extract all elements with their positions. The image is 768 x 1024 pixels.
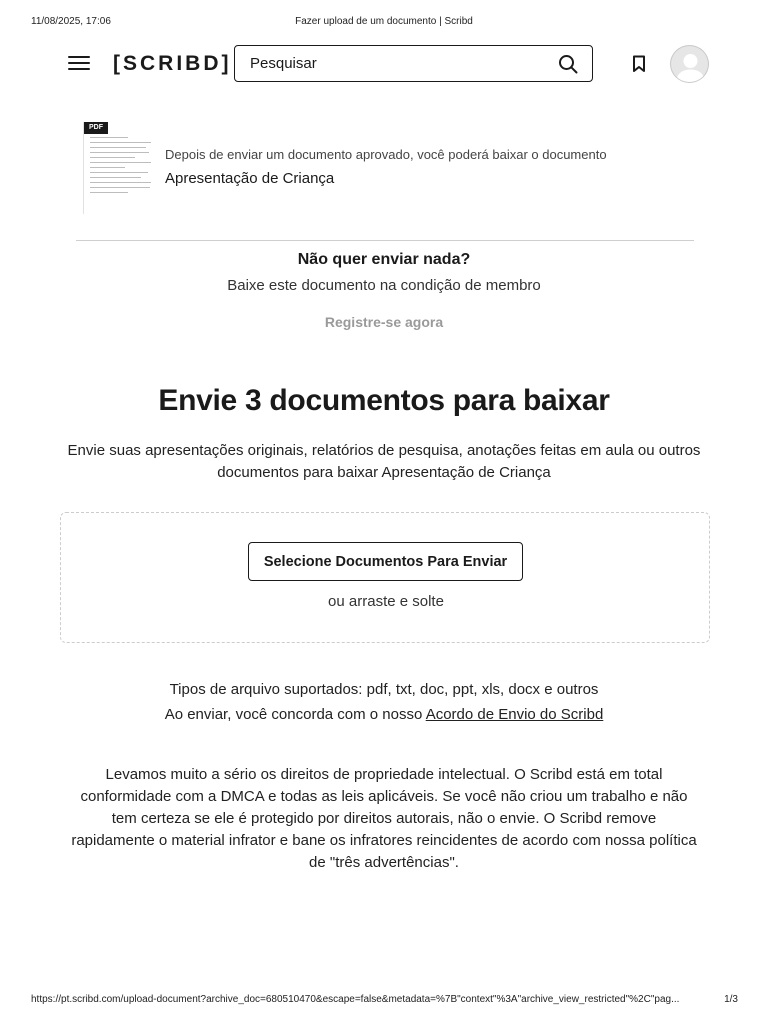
avatar[interactable] [670,45,709,83]
scribd-logo[interactable]: [SCRIBD] [113,52,232,75]
document-card [83,122,703,214]
no-upload-title: Não quer enviar nada? [297,251,471,268]
print-url: https://pt.scribd.com/upload-document?archive_doc=680510470&escape=false&metadata=%7B"context"%3A"archive_view_restricted"%2C"pag... [31,994,680,1005]
upload-agreement-link[interactable]: Acordo de Envio do Scribd [425,706,604,723]
copyright-notice: Levamos muito a sério os direitos de propriedade intelectual. O Scribd está em total conformidade com a DMCA e todas as leis aplicáveis. Se você não criou um trabalho e não tem certeza se ele é protegido por direitos autorais, não o envie. O Scribd remove rapidamente o material infrator e bane os infratores reincidentes de acordo com nossa política de "três advertências". [71,766,697,871]
print-header [0,16,768,30]
register-link[interactable]: Registre-se agora [324,314,444,330]
upload-agreement [0,706,768,723]
print-page-title: Fazer upload de um documento | Scribd [295,16,473,27]
document-note: Depois de enviar um documento aprovado, você poderá baixar o documento [165,147,607,162]
upload-description: Envie suas apresentações originais, relatórios de pesquisa, anotações feitas em aula ou outros documentos para baixar Apresentação de Criança [67,442,701,481]
supported-file-types: Tipos de arquivo suportados: pdf, txt, doc, ppt, xls, docx e outros [169,681,599,698]
select-documents-button[interactable]: Selecione Documentos Para Enviar [248,542,523,581]
print-footer [0,994,768,1008]
bookmark-icon[interactable] [631,55,647,73]
section-divider [76,240,694,241]
no-upload-subtitle: Baixe este documento na condição de membro [227,277,541,294]
pdf-badge: PDF [84,122,108,134]
search-icon[interactable] [558,54,578,74]
document-thumbnail [83,122,157,214]
drag-and-drop-text: ou arraste e solte [328,593,444,610]
thumbnail-text-lines [90,137,154,197]
avatar-icon [671,46,709,83]
agreement-prefix: Ao enviar, você concorda com o nosso [164,706,423,723]
top-navigation-bar [0,45,768,83]
upload-dropzone[interactable] [60,512,710,643]
print-datetime: 11/08/2025, 17:06 [31,16,111,27]
print-page-number: 1/3 [724,994,738,1005]
upload-heading: Envie 3 documentos para baixar [158,384,610,417]
search-box [234,45,593,82]
search-input[interactable] [250,52,540,74]
document-title: Apresentação de Criança [165,170,335,187]
menu-icon[interactable] [68,56,90,72]
